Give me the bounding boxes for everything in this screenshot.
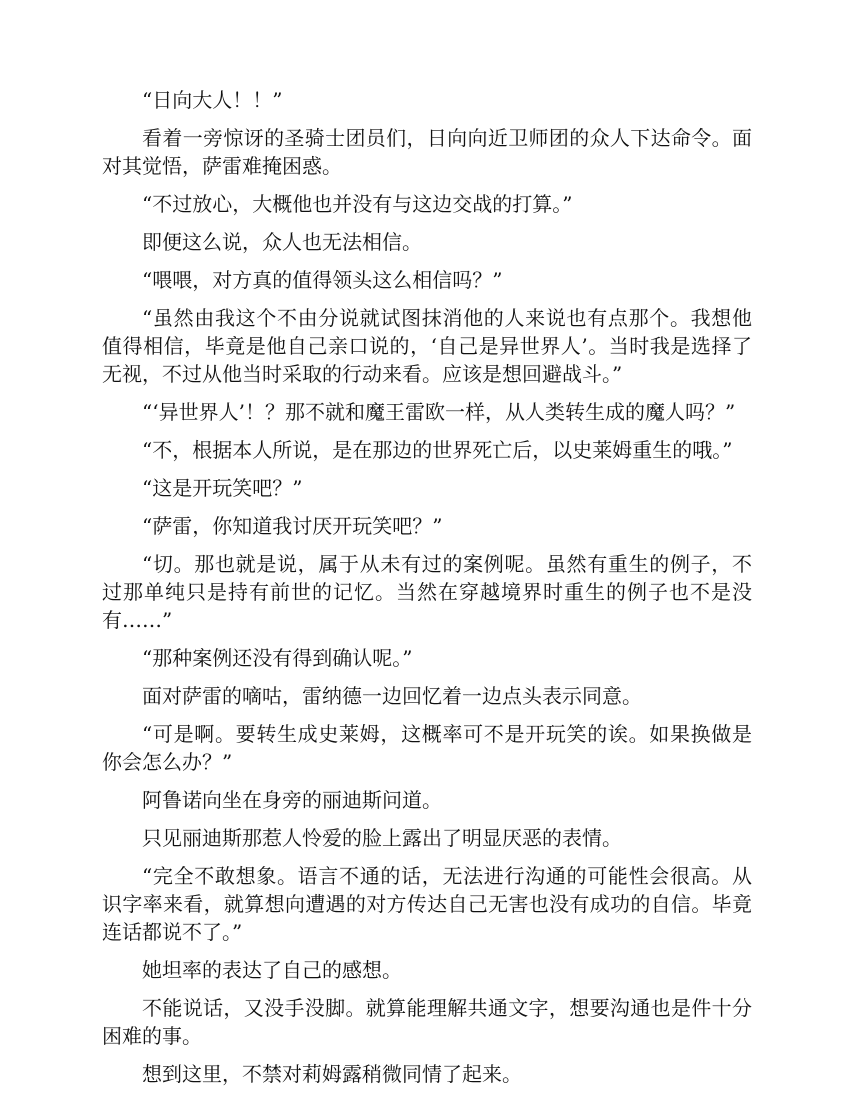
paragraph: “日向大人！！” [142,88,283,112]
paragraph: “这是开玩笑吧？” [142,476,303,500]
paragraph: “完全不敢想象。语言不通的话，无法进行沟通的可能性会很高。从识字率来看，就算想向遭遇的对方传达自己无害也没有成功的自信。毕竟连话都说不了。” [102,864,752,944]
paragraph: “喂喂，对方真的值得领头这么相信吗？” [142,268,503,292]
paragraph: 不能说话，又没手没脚。就算能理解共通文字，想要沟通也是件十分困难的事。 [102,996,752,1048]
document-page [102,86,752,1098]
paragraph: “‘异世界人’！？那不就和魔王雷欧一样，从人类转生成的魔人吗？” [142,400,736,424]
paragraph: “切。那也就是说，属于从未有过的案例呢。虽然有重生的例子，不过那单纯只是持有前世的记忆。当然在穿越境界时重生的例子也不是没有……” [102,552,752,632]
paragraph: 只见丽迪斯那惹人怜爱的脸上露出了明显厌恶的表情。 [142,826,622,850]
paragraph: “可是啊。要转生成史莱姆，这概率可不是开玩笑的诶。如果换做是你会怎么办？” [102,722,752,774]
paragraph: “萨雷，你知道我讨厌开玩笑吧？” [142,514,443,538]
paragraph: 即便这么说，众人也无法相信。 [142,230,422,254]
paragraph: “不过放心，大概他也并没有与这边交战的打算。” [142,192,573,216]
paragraph: “那种案例还没有得到确认呢。” [142,646,413,670]
paragraph: 看着一旁惊讶的圣骑士团员们，日向向近卫师团的众人下达命令。面对其觉悟，萨雷难掩困惑。 [102,126,752,178]
paragraph: “不，根据本人所说，是在那边的世界死亡后，以史莱姆重生的哦。” [142,438,733,462]
paragraph: 想到这里，不禁对莉姆露稍微同情了起来。 [142,1062,522,1086]
paragraph: 面对萨雷的嘀咕，雷纳德一边回忆着一边点头表示同意。 [142,684,642,708]
paragraph: 阿鲁诺向坐在身旁的丽迪斯问道。 [142,788,442,812]
paragraph: “虽然由我这个不由分说就试图抹消他的人来说也有点那个。我想他值得相信，毕竟是他自己亲口说的，‘自己是异世界人’。当时我是选择了无视，不过从他当时采取的行动来看。应该是想回避战斗。” [102,306,752,386]
paragraph: 她坦率的表达了自己的感想。 [142,958,402,982]
